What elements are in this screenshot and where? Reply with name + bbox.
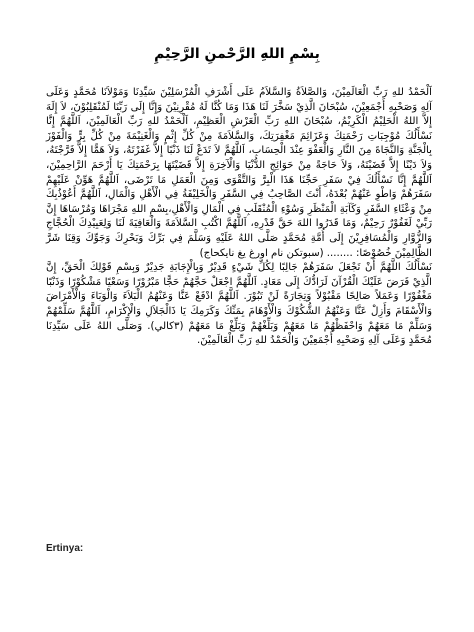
prayer-body (46, 86, 432, 349)
translation-label: Ertinya: (46, 543, 84, 554)
prayer-paragraph-1: اَلْحَمْدُ للهِ رَبِّ الْعَالَمِيْنَ، وَالصَّلاَةُ وَالسَّلاَمُ عَلَى أَشْرَفِ الْمُرْسَلِيْنَ سَيِّدِنَا وَمَوْلاَنَا مُحَمَّدٍ وَعَلَى آلِهِ وَصَحْبِهِ أَجْمَعِيْنَ، سُبْحَانَ الَّذِيْ سَخَّرَ لَنَا هَذَا وَمَا كُنَّا لَهُ مُقْرِنِيْنَ وَإِنَّا إِلَى رَبِّنَا لَمُنْقَلِبُوْنَ، لاَ إِلَهَ إِلاَّ اللهُ الْحَلِيْمُ الْكَرِيْمُ، سُبْحَانَ اللهِ رَبِّ الْعَرْشِ الْعَظِيْمِ، اَلْحَمْدُ للهِ رَبِّ الْعَالَمِيْنَ، اَللَّهُمَّ إِنَّا نَسْأَلُكَ مُوْجِبَاتِ رَحْمَتِكَ وَعَزَائِمَ مَغْفِرَتِكَ، وَالسَّلاَمَةَ مِنْ كُلِّ إِثْمٍ وَالْغَنِيْمَةَ مِنْ كُلِّ بِرٍّ وَالْفَوْزَ بِالْجَنَّةِ وَالنَّجَاةَ مِنَ النَّارِ وَالْعَفْوَ عِنْدَ الْحِسَابِ، اَللَّهُمَّ لاَ تَدَعْ لَنَا ذَنْبًا إِلاَّ غَفَرْتَهُ، وَلاَ هَمًّا إِلاَّ فَرَّجْتَهُ، وَلاَ دَيْنًا إِلاَّ قَضَيْتَهُ، وَلاَ حَاجَةً مِنْ حَوَائِجِ الدُّنْيَا وَالْآخِرَةِ إِلاَّ قَضَيْتَهَا بِرَحْمَتِكَ يَا أَرْحَمَ الرَّاحِمِيْنَ، اَللَّهُمَّ إِنَّا نَسْأَلُكَ فِيْ سَفَرِ حَجِّنَا هَذَا الْبِرَّ وَالتَّقْوَى وَمِنَ الْعَمَلِ مَا تَرْضَى، اَللَّهُمَّ هَوِّنْ عَلَيْهِمْ سَفَرَهُمْ وَاطْوِ عَنْهُمْ بُعْدَهُ، أَنْتَ الصَّاحِبُ فِي السَّفَرِ وَالْخَلِيْفَةُ فِي الْأَهْلِ وَالْمَالِ، اَللَّهُمَّ أَعُوْذُبِكَ مِنْ وَعْثَاءِ السَّفَرِ وَكَآبَةِ الْمَنْظَرِ وَسُوْءِ الْمُنْقَلَبِ فِي الْمَالِ وَالْأَهْلِ،بِسْمِ اللهِ مَجْرَاهَا وَمُرْسَاهَا إِنَّ رَبِّيْ لَغَفُوْرٌ رَحِيْمٌ، وَمَا قَدَرُوا اللهَ حَقَّ قَدْرِهِ، اَللَّهُمَّ اكْتُبِ السَّلاَمَةَ وَالْعَافِيَةَ لَنَا وَلِعَبِيْدِكَ الْحُجَّاجِ وَالزُّوَّارِ وَالْمُسَافِرِيْنَ إِلَى أُمَّةِ مُحَمَّدٍ صَلَّى اللهُ عَلَيْهِ وَسَلَّمَ فِي بَرِّكَ وَبَحْرِكَ وَجَوِّكَ وَقِنَا شَرَّ الظَّالِمِيْنَ خُصُوْصًا: ........ (سبوتكن نام اورغ يغ نايكحاج) (46, 87, 432, 259)
basmalah-title: بِسْمِ اللهِ الرَّحْمنِ الرَّحِيْمِ (154, 46, 320, 62)
prayer-paragraph-2: نَسْأَلُكَ اللَّهُمَّ أَنْ تَجْعَلَ سَفَرَهُمْ جَالِبًا لِكُلِّ شَيْءٍ قَدِيْرٌ وَبِالْإِجَابَةِ جَدِيْرٌ وَبِسْمِ قَوْلِكَ الْحَقِّ، إِنَّ الَّذِيْ فَرَضَ عَلَيْكَ الْقُرْآنَ لَرَادُّكَ إِلَى مَعَادٍ. اَللَّهُمَّ اجْعَلْ حَجَّهُمْ حَجًّا مَبْرُوْرًا وَسَعْيًا مَشْكُوْرًا وَذَنْبًا مَغْفُوْرًا وَعَمَلاً صَالِحًا مَقْبُوْلاً وَتِجَارَةً لَنْ تَبُوْرَ. اَللَّهُمَّ ادْفَعْ عَنَّا وَعَنْهُمُ الْبَلاَءَ وَالْوَبَاءَ وَالْأَمْرَاضَ وَالْأَسْقَامَ وَأَزِلْ عَنَّا وَعَنْهُمُ الشُّكُوْكَ وَالْأَوْهَامَ بِمَنِّكَ وَكَرَمِكَ يَا ذَالْجَلاَلِ وَالْإِكْرَامِ، اَللَّهُمَّ سَلِّمْهُمْ وَسَلِّمْ مَا مَعَهُمْ وَاحْفَظْهُمْ مَا مَعَهُمْ وَبَلِّغْهُمْ وَبَلِّغْ مَا مَعَهُمْ (٣كالي). وَصَلَّى اللهُ عَلَى سَيِّدِنَا مُحَمَّدٍ وَعَلَى آلِهِ وَصَحْبِهِ أَجْمَعِيْنَ وَالْحَمْدُ للهِ رَبِّ الْعَالَمِيْنَ. (46, 262, 432, 347)
